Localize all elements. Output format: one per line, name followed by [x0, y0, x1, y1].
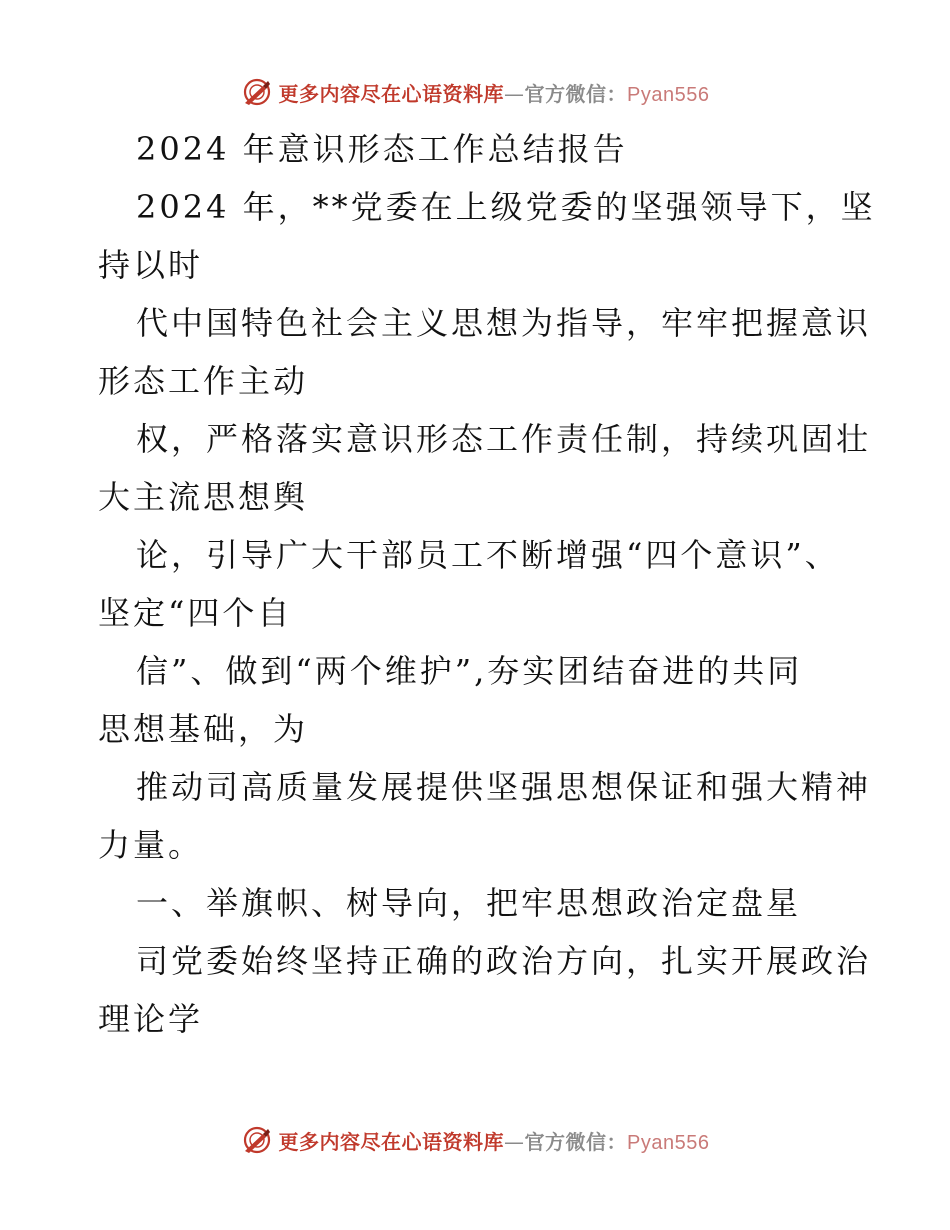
document-body [98, 120, 876, 1048]
doc-line: 论，引导广大干部员工不断增强“四个意识”、 [136, 536, 840, 574]
watermark-wechat-id: Pyan556 [627, 1131, 710, 1154]
doc-line: 持以时 [98, 246, 204, 284]
doc-line: 力量。 [98, 826, 204, 864]
section-heading: 一、举旗帜、树导向，把牢思想政治定盘星 [136, 884, 802, 922]
watermark-footer [0, 1120, 950, 1160]
doc-line: 坚定“四个自 [98, 594, 293, 632]
watermark-brand-text: 更多内容尽在心语资料库 [278, 1129, 505, 1154]
doc-line: 权，严格落实意识形态工作责任制，持续巩固壮 [136, 420, 872, 458]
watermark-label: 官方微信： [524, 1129, 628, 1154]
watermark-label: 官方微信： [524, 81, 628, 106]
watermark-dash: — [504, 1129, 525, 1154]
doc-line: 推动司高质量发展提供坚强思想保证和强大精神 [136, 768, 872, 806]
doc-line: 司党委始终坚持正确的政治方向，扎实开展政治 [136, 942, 872, 980]
watermark-header [0, 72, 950, 112]
doc-line: 代中国特色社会主义思想为指导，牢牢把握意识 [136, 304, 872, 342]
watermark-brand-text: 更多内容尽在心语资料库 [278, 81, 505, 106]
doc-title: 2024 年意识形态工作总结报告 [136, 130, 628, 168]
watermark-dash: — [504, 81, 525, 106]
doc-line: 理论学 [98, 1000, 204, 1038]
pen-logo-icon [241, 76, 273, 108]
pen-logo-icon [241, 1124, 273, 1156]
doc-line: 思想基础，为 [98, 710, 309, 748]
doc-line: 信”、做到“两个维护”,夯实团结奋进的共同 [136, 652, 803, 690]
doc-line: 2024 年，**党委在上级党委的坚强领导下，坚 [136, 188, 876, 226]
watermark-wechat-id: Pyan556 [627, 83, 710, 106]
doc-line: 大主流思想舆 [98, 478, 309, 516]
doc-line: 形态工作主动 [98, 362, 309, 400]
